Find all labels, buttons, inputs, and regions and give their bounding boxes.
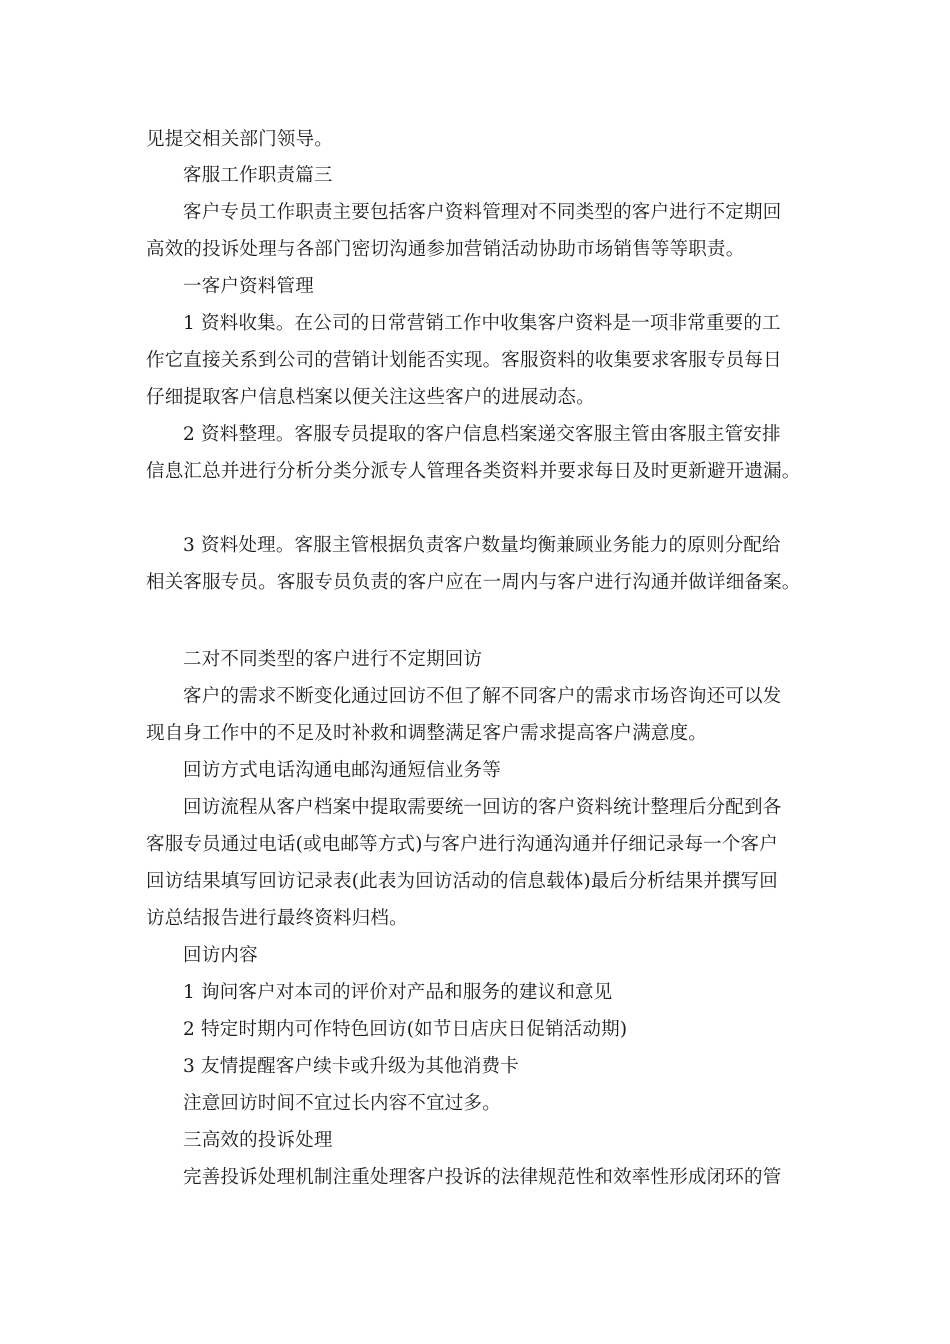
paragraph-line: 作它直接关系到公司的营销计划能否实现。客服资料的收集要求客服专员每日 — [146, 350, 782, 371]
paragraph-line: 2 资料整理。客服专员提取的客户信息档案递交客服主管由客服主管安排 — [183, 424, 781, 445]
paragraph-line: 相关客服专员。客服专员负责的客户应在一周内与客户进行沟通并做详细备案。 — [146, 572, 801, 593]
subsection-heading: 二对不同类型的客户进行不定期回访 — [183, 649, 483, 670]
subsection-heading: 三高效的投诉处理 — [183, 1130, 333, 1151]
paragraph-line: 回访方式电话沟通电邮沟通短信业务等 — [183, 760, 501, 781]
paragraph-line: 高效的投诉处理与各部门密切沟通参加营销活动协助市场销售等等职责。 — [146, 239, 745, 260]
paragraph-line: 客户的需求不断变化通过回访不但了解不同客户的需求市场咨询还可以发 — [183, 686, 782, 707]
list-item: 1 询问客户对本司的评价对产品和服务的建议和意见 — [183, 982, 613, 1003]
paragraph-line: 客服专员通过电话(或电邮等方式)与客户进行沟通沟通并仔细记录每一个客户 — [146, 834, 778, 855]
paragraph-line: 回访结果填写回访记录表(此表为回访活动的信息载体)最后分析结果并撰写回 — [146, 871, 778, 892]
paragraph-line: 客户专员工作职责主要包括客户资料管理对不同类型的客户进行不定期回 — [183, 202, 782, 223]
paragraph-line: 注意回访时间不宜过长内容不宜过多。 — [183, 1093, 501, 1114]
subsection-heading: 一客户资料管理 — [183, 276, 314, 297]
paragraph-line: 1 资料收集。在公司的日常营销工作中收集客户资料是一项非常重要的工 — [183, 313, 781, 334]
paragraph-line: 完善投诉处理机制注重处理客户投诉的法律规范性和效率性形成闭环的管 — [183, 1167, 782, 1188]
paragraph-line: 仔细提取客户信息档案以便关注这些客户的进展动态。 — [146, 387, 595, 408]
text-line: 见提交相关部门领导。 — [146, 129, 334, 150]
list-item: 3 友情提醒客户续卡或升级为其他消费卡 — [183, 1056, 519, 1077]
paragraph-line: 3 资料处理。客服主管根据负责客户数量均衡兼顾业务能力的原则分配给 — [183, 535, 781, 556]
section-heading: 客服工作职责篇三 — [183, 165, 333, 186]
list-item: 2 特定时期内可作特色回访(如节日店庆日促销活动期) — [183, 1019, 628, 1040]
paragraph-line: 信息汇总并进行分析分类分派专人管理各类资料并要求每日及时更新避开遗漏。 — [146, 461, 801, 482]
paragraph-line: 现自身工作中的不足及时补救和调整满足客户需求提高客户满意度。 — [146, 723, 708, 744]
paragraph-line: 访总结报告进行最终资料归档。 — [146, 908, 408, 929]
paragraph-line: 回访内容 — [183, 945, 258, 966]
paragraph-line: 回访流程从客户档案中提取需要统一回访的客户资料统计整理后分配到各 — [183, 797, 782, 818]
